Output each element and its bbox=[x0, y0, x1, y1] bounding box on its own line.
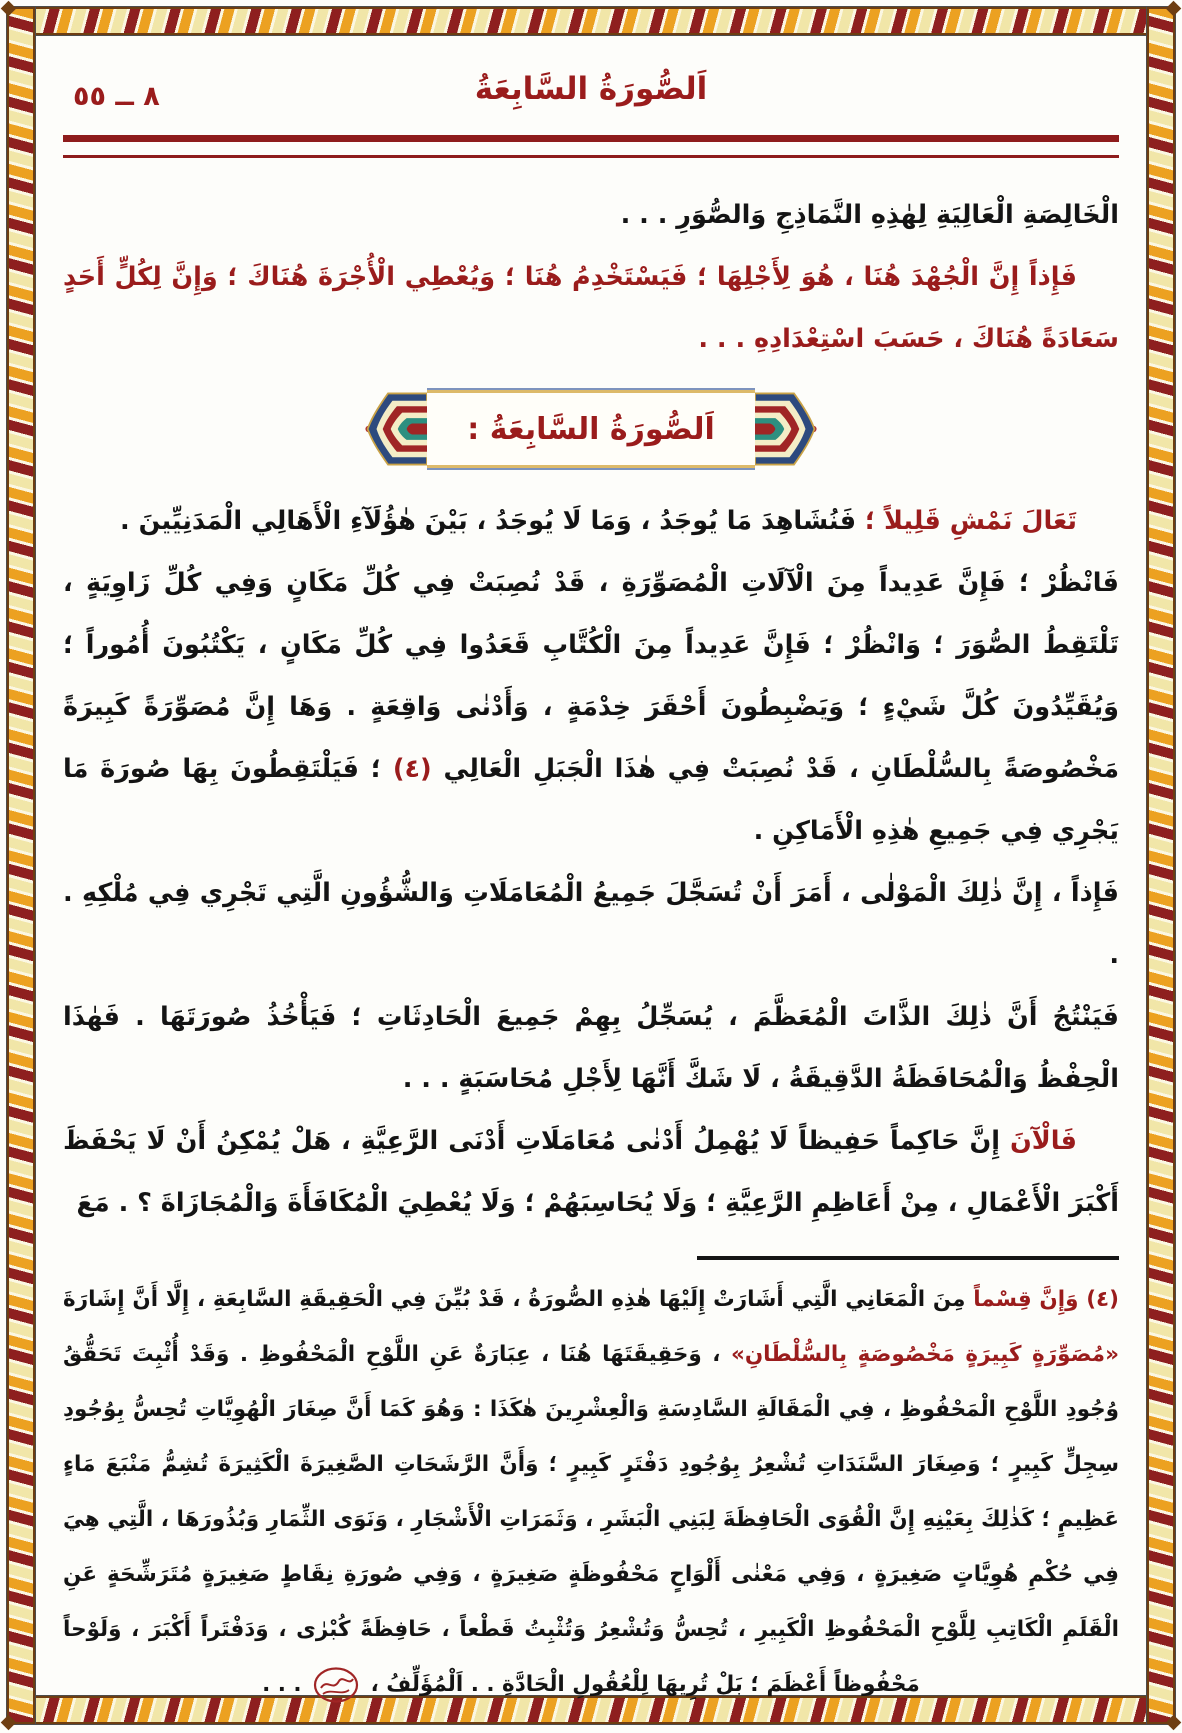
red-text: فَالْآنَ bbox=[1009, 1126, 1077, 1156]
ornamental-border-top bbox=[7, 7, 1175, 35]
red-emphasis-paragraph: فَإِذاً إِنَّ الْجُهْدَ هُنَا ، هُوَ لِأَجْلِهَا ؛ فَيَسْتَخْدِمُ هُنَا ؛ وَيُعْطِي الْأُجْرَةَ هُنَاكَ ؛ وَإِنَّ لِكُلٍّ أَحَدٍ سَعَادَةً هُنَاكَ ، حَسَبَ اسْتِعْدَادِهِ . . . bbox=[63, 262, 1119, 354]
body-text: فَانْظُرْ ؛ فَإِنَّ عَدِيداً مِنَ الْآلَاتِ الْمُصَوِّرَةِ ، قَدْ نُصِبَتْ فِي كُلِّ مَكَانٍ وَفِي كُلِّ زَاوِيَةٍ ، تَلْتَقِطُ الصُّوَرَ ؛ وَانْظُرْ ؛ فَإِنَّ عَدِيداً مِنَ الْكُتَّابِ قَعَدُوا فِي كُلِّ مَكَانٍ ، يَكْتُبُونَ أُمُوراً ؛ وَيُقَيِّدُونَ كُلَّ شَيْءٍ ؛ وَيَضْبِطُونَ أَحْقَرَ خِدْمَةٍ ، وَأَدْنٰى وَاقِعَةٍ . وَهَا إِنَّ مُصَوِّرَةً كَبِيرَةً مَخْصُوصَةً بِالسُّلْطَانِ ، قَدْ نُصِبَتْ فِي هٰذَا الْجَبَلِ الْعَالِي bbox=[63, 568, 1119, 784]
ornamental-border-right bbox=[1147, 7, 1175, 1724]
footnote-text bbox=[63, 1272, 1119, 1712]
body-paragraph bbox=[63, 1110, 1119, 1234]
section-heading: اَلصُّورَةُ السَّابِعَةُ : bbox=[427, 388, 755, 470]
body-paragraph: فَإِذاً ، إِنَّ ذٰلِكَ الْمَوْلٰى ، أَمَرَ أَنْ تُسَجَّلَ جَمِيعُ الْمُعَامَلَاتِ وَالشُّؤُونِ الَّتِي تَجْرِي فِي مُلْكِهِ . . bbox=[63, 878, 1119, 970]
footnote-divider bbox=[697, 1256, 1119, 1260]
footnote-ellipsis: . . . bbox=[262, 1671, 310, 1697]
cartouche-ornament-left-icon bbox=[365, 388, 427, 470]
body-text: فَنُشَاهِدَ مَا يُوجَدُ ، وَمَا لَا يُوجَدُ ، بَيْنَ هٰؤُلَآءِ الْأَهَالِي الْمَدَنِيِّينَ . bbox=[120, 506, 865, 536]
title-divider bbox=[63, 135, 1119, 158]
page-header bbox=[63, 65, 1119, 135]
body-paragraph: فَيَنْتُجُ أَنَّ ذٰلِكَ الذَّاتَ الْمُعَظَّمَ ، يُسَجِّلُ بِهِمْ جَمِيعَ الْحَادِثَاتِ ؛ فَيَأْخُذُ صُورَتَهَا . فَهٰذَا الْحِفْظُ وَالْمُحَافَظَةُ الدَّقِيقَةُ ، لَا شَكَّ أَنَّهَا لِأَجْلِ مُحَاسَبَةٍ . . . bbox=[63, 1002, 1119, 1094]
footnote-body: ، وَحَقِيقَتَهَا هُنَا ، عِبَارَةٌ عَنِ اللَّوْحِ الْمَحْفُوظِ . وَقَدْ أُثْبِتَ تَحَقُّقُ وُجُودِ اللَّوْحِ الْمَحْفُوظِ ، فِي الْمَقَالَةِ السَّادِسَةِ وَالْعِشْرِينَ هٰكَذَا : وَهُوَ كَمَا أَنَّ صِغَارَ الْهُوِيَّاتِ تُحِسُّ بِوُجُودِ سِجِلٍّ كَبِيرٍ ؛ وَصِغَارَ السَّنَدَاتِ تُشْعِرُ بِوُجُودِ دَفْتَرٍ كَبِيرٍ ؛ وَأَنَّ الرَّشَحَاتِ الصَّغِيرَةَ الْكَثِيرَةَ تُشِمُّ مَنْبَعَ مَاءٍ عَظِيمٍ ؛ كَذٰلِكَ بِعَيْنِهِ إِنَّ الْقُوَى الْحَافِظَةَ لِبَنِي الْبَشَرِ ، وَثَمَرَاتِ الْأَشْجَارِ ، وَنَوَى الثِّمَارِ وَبُذُورَهَا ، الَّتِي هِيَ فِي حُكْمِ هُوِيَّاتٍ صَغِيرَةٍ ، وَفِي مَعْنٰى أَلْوَاحٍ مَحْفُوظَةٍ صَغِيرَةٍ ، وَفِي صُورَةِ نِقَاطٍ صَغِيرَةٍ مُتَرَشِّحَةٍ عَنِ الْقَلَمِ الْكَاتِبِ لِلَّوْحِ الْمَحْفُوظِ الْكَبِيرِ ، تُحِسُّ وَتُشْعِرُ وَتُثْبِتُ قَطْعاً ، حَافِظَةً كُبْرٰى ، وَدَفْتَراً أَكْبَرَ ، وَلَوْحاً مَحْفُوظاً أَعْظَمَ ؛ بَلْ تُرِيهَا لِلْعُقُولِ الْحَادَّةِ . . اَلْمُؤَلِّفُ ، bbox=[63, 1341, 1119, 1697]
page-content bbox=[35, 35, 1147, 1696]
section-heading-cartouche bbox=[365, 388, 817, 470]
intro-paragraph: الْخَالِصَةِ الْعَالِيَةِ لِهٰذِهِ النَّمَاذِجِ وَالصُّوَرِ . . . bbox=[620, 200, 1119, 230]
body-text: إِنَّ حَاكِماً حَفِيظاً لَا يُهْمِلُ أَدْنٰى مُعَامَلَاتِ أَدْنَى الرَّعِيَّةِ ، هَلْ يُمْكِنُ أَنْ لَا يَحْفَظَ أَكْبَرَ الْأَعْمَالِ ، مِنْ أَعَاظِمِ الرَّعِيَّةِ ؛ وَلَا يُحَاسِبَهُمْ ؛ وَلَا يُعْطِيَ الْمُكَافَأَةَ وَالْمُجَازَاةَ ؟ . مَعَ bbox=[63, 1126, 1119, 1218]
body-paragraph bbox=[63, 552, 1119, 862]
red-quoted-phrase: «مُصَوِّرَةٍ كَبِيرَةٍ مَخْصُوصَةٍ بِالسُّلْطَانِ» bbox=[730, 1341, 1119, 1367]
body-text: ؛ فَيَلْتَقِطُونَ بِهَا صُورَةَ مَا يَجْرِي فِي جَمِيعِ هٰذِهِ الْأَمَاكِنِ . bbox=[63, 754, 1119, 846]
footnote-reference: (٤) bbox=[392, 754, 432, 784]
ornamental-border-left bbox=[7, 7, 35, 1724]
cartouche-ornament-right-icon bbox=[755, 388, 817, 470]
red-text: تَعَالَ نَمْشِ قَلِيلاً ؛ bbox=[864, 506, 1077, 536]
page-number: ٨ ــ ٥٥ bbox=[73, 81, 160, 112]
body-paragraph bbox=[63, 490, 1119, 552]
footnote-marker: (٤) وَإِنَّ قِسْماً bbox=[973, 1286, 1119, 1312]
footnote-body: مِنَ الْمَعَانِي الَّتِي أَشَارَتْ إِلَيْهَا هٰذِهِ الصُّورَةُ ، قَدْ بُيِّنَ فِي الْحَقِيقَةِ السَّابِعَةِ ، إِلَّا أَنَّ إِشَارَةَ bbox=[63, 1286, 974, 1312]
author-seal-icon bbox=[313, 1666, 359, 1704]
page-title: اَلصُّورَةُ السَّابِعَةُ bbox=[474, 71, 708, 107]
